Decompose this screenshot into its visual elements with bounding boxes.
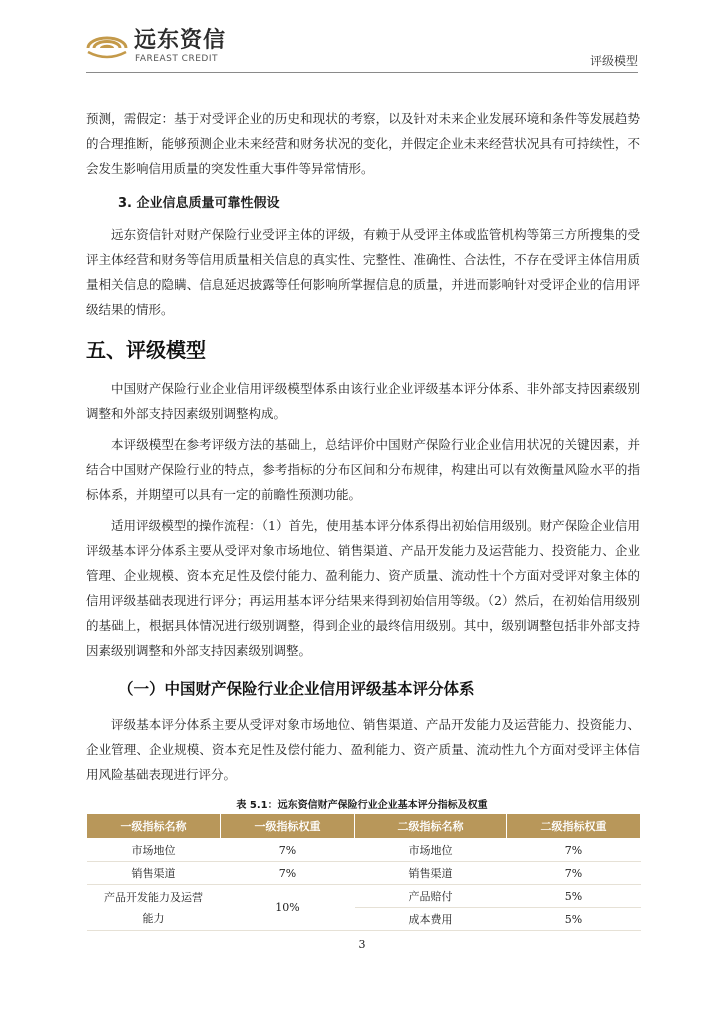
brand-name-cn: 远东资信 (134, 28, 227, 53)
level2-name-cell: 市场地位 (355, 839, 507, 862)
paragraph-reliability: 远东资信针对财产保险行业受评主体的评级，有赖于从受评主体或监管机构等第三方所搜集的受评主体经营和财务等信用质量相关信息的真实性、完整性、准确性、合法性，不存在受评主体信用质量相关信息的隐瞒、信息延迟披露等任何影响所掌握信息的质量，并进而影响针对受评企业的信用评级结果的情形。 (86, 227, 640, 317)
level1-name-cell: 销售渠道 (87, 862, 221, 885)
paragraph-basic-scoring: 评级基本评分体系主要从受评对象市场地位、销售渠道、产品开发能力及运营能力、投资能力、企业管理、企业规模、资本充足性及偿付能力、盈利能力、资产质量、流动性九个方面对受评主体信用风险基础表现进行评分。 (86, 717, 640, 782)
level1-name-line: 能力 (142, 911, 165, 925)
table-row (87, 885, 641, 908)
column-header: 一级指标名称 (87, 814, 221, 839)
indicator-weight-table (86, 813, 641, 931)
paragraph-continued: 预测，需假定：基于对受评企业的历史和现状的考察，以及针对未来企业发展环境和条件等发展趋势的合理推断，能够预测企业未来经营和财务状况的变化，并假定企业未来经营状况具有可持续性，不会发生影响信用质量的突发性重大事件等异常情形。 (86, 111, 640, 176)
level2-name-cell: 销售渠道 (355, 862, 507, 885)
table-caption: 表 5.1：远东资信财产保险行业企业基本评分指标及权重 (236, 800, 488, 811)
header-divider (86, 72, 638, 73)
level1-weight-cell: 10% (221, 885, 355, 931)
table-row (87, 839, 641, 862)
level2-weight-cell: 5% (507, 885, 641, 908)
level1-weight-cell: 7% (221, 862, 355, 885)
level1-name-line: 产品开发能力及运营 (104, 890, 203, 904)
fareast-logo-icon (86, 28, 128, 62)
column-header: 二级指标名称 (355, 814, 507, 839)
level2-weight-cell: 7% (507, 839, 641, 862)
level2-name-cell: 成本费用 (355, 908, 507, 931)
level2-weight-cell: 7% (507, 862, 641, 885)
section-heading-rating-model: 五、评级模型 (86, 338, 206, 362)
brand-name-en: FAREAST CREDIT (135, 54, 218, 64)
subsection-heading-basic-scoring: （一）中国财产保险行业企业信用评级基本评分体系 (118, 680, 475, 698)
table-header-row (87, 814, 641, 839)
subheading-reliability-assumption: 3. 企业信息质量可靠性假设 (118, 196, 280, 211)
table-row (87, 862, 641, 885)
paragraph-model-procedure: 适用评级模型的操作流程：（1）首先，使用基本评分体系得出初始信用级别。财产保险企业信用评级基本评分体系主要从受评对象市场地位、销售渠道、产品开发能力及运营能力、投资能力、企业管理、企业规模、资本充足性及偿付能力、盈利能力、资产质量、流动性十个方面对受评对象主体的信用评级基础表现进行评分；再运用基本评分结果来得到初始信用等级。（2）然后，在初始信用级别的基础上，根据具体情况进行级别调整，得到企业的最终信用级别。其中，级别调整包括非外部支持因素级别调整和外部支持因素级别调整。 (86, 518, 640, 658)
level2-weight-cell: 5% (507, 908, 641, 931)
level1-name-cell: 市场地位 (87, 839, 221, 862)
section-label: 评级模型 (589, 54, 638, 68)
paragraph-model-basis: 本评级模型在参考评级方法的基础上，总结评价中国财产保险行业企业信用状况的关键因素，并结合中国财产保险行业的特点，参考指标的分布区间和分布规律，构建出可以有效衡量风险水平的指标体系，并期望可以具有一定的前瞻性预测功能。 (86, 437, 640, 502)
level1-name-cell (87, 885, 221, 931)
column-header: 二级指标权重 (507, 814, 641, 839)
page-header (0, 0, 724, 76)
level2-name-cell: 产品赔付 (355, 885, 507, 908)
page-number: 3 (358, 938, 366, 951)
level1-weight-cell: 7% (221, 839, 355, 862)
column-header: 一级指标权重 (221, 814, 355, 839)
paragraph-model-intro: 中国财产保险行业企业信用评级模型体系由该行业企业评级基本评分体系、非外部支持因素级别调整和外部支持因素级别调整构成。 (86, 381, 640, 421)
